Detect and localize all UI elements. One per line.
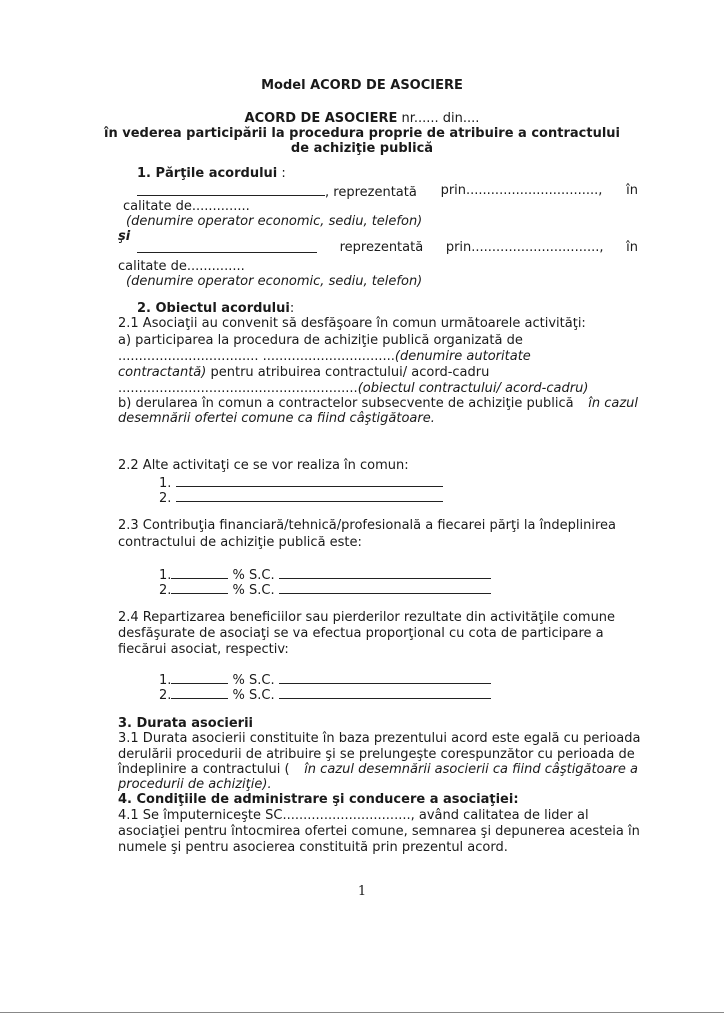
row-number: 2. — [159, 583, 172, 598]
company-blank — [279, 686, 491, 699]
clause-2-1-b-italic: în cazul — [588, 396, 638, 411]
object-hint: (obiectul contractului/ acord-cadru) — [357, 381, 589, 396]
section-4-title: 4. Condiţiile de administrare şi conducere a asociaţiei: — [118, 792, 519, 807]
clause-3-1-line3 — [118, 762, 638, 778]
party-2-capacity: calitate de.............. — [118, 259, 245, 274]
party-2-name-blank — [137, 240, 317, 253]
company-blank — [279, 671, 491, 684]
company-blank — [279, 566, 491, 579]
clause-2-1-b-text: b) derularea în comun a contractelor subsecvente de achiziţie publică — [118, 396, 574, 411]
object-dots: .......................................................... — [118, 381, 358, 396]
page-number: 1 — [357, 884, 367, 899]
clause-2-1: 2.1 Asociaţii au convenit să desfăşoare în comun următoarele activităţi: — [118, 316, 586, 331]
percent-blank — [171, 566, 228, 579]
party-2-represented: reprezentată — [339, 240, 424, 255]
clause-2-3-line1: 2.3 Contribuţia financiară/tehnică/profesională a fiecarei părţi la îndeplinirea — [118, 518, 617, 533]
contract-award-text: pentru atribuirea contractului/ acord-cadru — [206, 365, 490, 380]
clause-2-1-b-cont: desemnării ofertei comune ca fiind câştigătoare. — [118, 411, 435, 426]
clause-2-2: 2.2 Alte activitaţi ce se vor realiza în comun: — [118, 458, 409, 473]
item-number: 1. — [159, 476, 172, 491]
clause-2-1-contract — [118, 365, 489, 381]
item-number: 2. — [159, 491, 172, 506]
section-1-title-colon: : — [277, 166, 286, 181]
section-1-title-text: 1. Părţile acordului — [137, 166, 278, 181]
agreement-heading-line2: în vederea participării la procedura proprie de atribuire a contractului — [104, 126, 620, 141]
party-1-in: în — [626, 183, 638, 198]
item-blank — [176, 489, 443, 502]
clause-2-4-line1: 2.4 Repartizarea beneficiilor sau pierderilor rezultate din activităţile comune — [118, 610, 616, 625]
sc-label: % S.C. — [232, 568, 275, 583]
clause-4-1-line1: 4.1 Se împuterniceşte SC..............................., având calitatea de lider al — [118, 808, 589, 823]
item-blank — [176, 474, 443, 487]
clause-3-1-line4: procedurii de achiziţie). — [118, 777, 272, 792]
clause-2-1-authority — [118, 349, 531, 365]
clause-3-1-line3-italic: în cazul desemnării asocierii ca fiind câştigătoare a — [304, 762, 638, 777]
clause-3-1-line1: 3.1 Durata asocierii constituite în baza prezentului acord este egală cu perioada — [118, 731, 641, 746]
clause-4-1-line3: numele şi pentru asocierea constituită prin prezentul acord. — [118, 840, 508, 855]
party-1-capacity: calitate de.............. — [123, 199, 250, 214]
clause-2-2-item-2 — [159, 489, 443, 507]
party-1-hint: (denumire operator economic, sediu, telefon) — [126, 214, 423, 229]
sc-label: % S.C. — [232, 583, 275, 598]
clause-4-1-line2: asociaţiei pentru întocmirea ofertei comune, semnarea şi depunerea acesteia în — [118, 824, 640, 839]
authority-hint: (denumire autoritate — [394, 349, 531, 364]
section-2-title-text: 2. Obiectul acordului — [137, 301, 290, 316]
clause-2-4-line2: desfăşurate de asociaţi se va efectua proporţional cu cota de participare a — [118, 626, 604, 641]
sc-label: % S.C. — [232, 688, 275, 703]
authority-hint-end: contractantă) — [118, 365, 207, 380]
and-conjunction: şi — [118, 229, 131, 244]
section-2-title — [137, 301, 294, 317]
authority-dots: .................................. ................................ — [118, 349, 395, 364]
percent-blank — [171, 671, 228, 684]
page-title: Model ACORD DE ASOCIERE — [261, 78, 463, 93]
party-2-hint: (denumire operator economic, sediu, telefon) — [126, 274, 423, 289]
clause-2-4-line3: fiecărui asociat, respectiv: — [118, 642, 289, 657]
clause-2-1-object — [118, 381, 588, 397]
clause-3-1-line2: derulării procedurii de atribuire şi se prelungeşte corespunzător cu perioada de — [118, 747, 635, 762]
company-blank — [279, 581, 491, 594]
clause-2-3-line2: contractului de achiziţie publică este: — [118, 535, 362, 550]
section-3-title: 3. Durata asocierii — [118, 716, 253, 731]
row-number: 2. — [159, 688, 172, 703]
section-1-title — [137, 166, 286, 182]
clause-2-1-b — [118, 396, 638, 412]
party-1-represented: , reprezentată — [325, 185, 417, 200]
row-number: 1. — [159, 673, 172, 688]
page-bottom-edge — [0, 1012, 724, 1013]
percent-blank — [171, 581, 228, 594]
percent-blank — [171, 686, 228, 699]
agreement-heading-line3: de achiziţie publică — [290, 141, 434, 156]
contribution-row-2 — [159, 581, 491, 599]
party-1-name-blank — [137, 183, 325, 196]
clause-2-1-a: a) participarea la procedura de achiziţie publică organizată de — [118, 333, 523, 348]
row-number: 1. — [159, 568, 172, 583]
party-2-by: prin..............................., — [445, 240, 604, 255]
party-2-row — [137, 240, 638, 256]
party-2-in: în — [626, 240, 638, 255]
party-1-by: prin................................, — [440, 183, 603, 198]
agreement-heading — [0, 111, 724, 127]
share-row-2 — [159, 686, 491, 704]
agreement-heading-bold: ACORD DE ASOCIERE — [244, 111, 398, 126]
section-2-title-colon: : — [289, 301, 295, 316]
agreement-heading-suffix: nr...... din.... — [397, 111, 480, 126]
clause-3-1-line3-text: îndeplinire a contractului ( — [118, 762, 290, 777]
sc-label: % S.C. — [232, 673, 275, 688]
